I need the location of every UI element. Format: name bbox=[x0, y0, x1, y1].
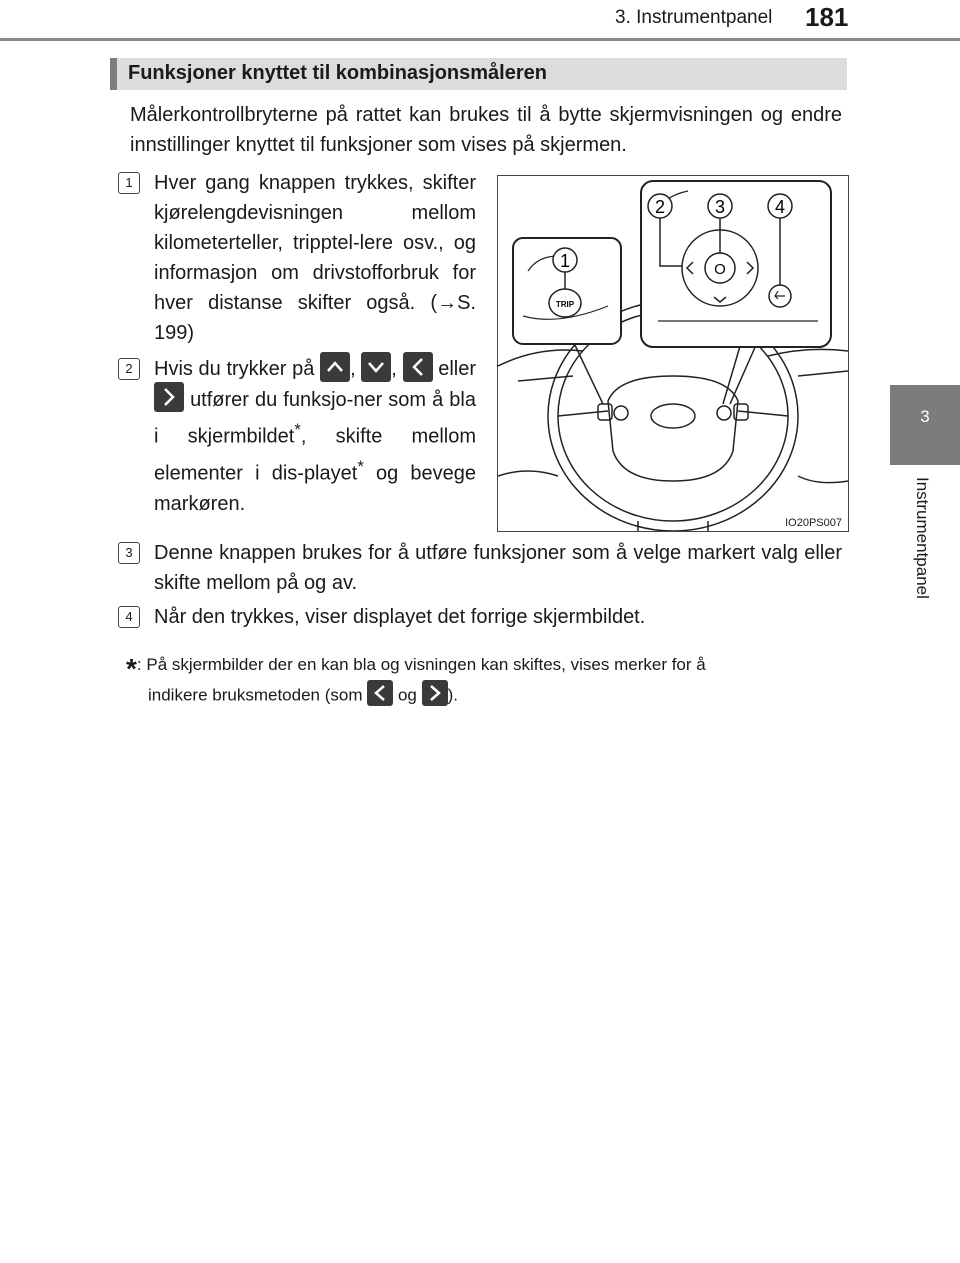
section-heading-bar bbox=[110, 58, 117, 90]
item-2-text-d: skifte mellom elementer i dis-playet bbox=[154, 426, 476, 485]
item-2-text-c: utfører du funksjo-ner som å bla i skjermbildet bbox=[154, 388, 476, 449]
page-number: 181 bbox=[805, 2, 849, 32]
control-switch-inset bbox=[641, 181, 831, 347]
chevron-up-icon bbox=[320, 352, 350, 382]
steering-wheel-figure bbox=[497, 175, 849, 532]
steering-wheel-illustration bbox=[498, 176, 848, 531]
callout-3: 3 bbox=[714, 197, 726, 217]
chapter-tab bbox=[890, 385, 960, 465]
footnote-asterisk: * bbox=[126, 653, 137, 684]
chevron-down-icon bbox=[361, 352, 391, 382]
item-number-1: 1 bbox=[118, 172, 140, 194]
chapter-tab-number: 3 bbox=[920, 407, 930, 426]
item-number-3: 3 bbox=[118, 542, 140, 564]
chevron-left-icon bbox=[403, 352, 433, 382]
footnote-line-1 bbox=[126, 645, 846, 684]
footnote-text-2c: ). bbox=[447, 685, 458, 705]
item-1-text bbox=[154, 168, 476, 348]
footnote-line-2 bbox=[148, 683, 458, 709]
item-number-2: 2 bbox=[118, 358, 140, 380]
item-2-text: Hvis du trykker på , , eller utfører du funksjo-ner som å bla i skjermbildet*, skifte mellom elementer i dis-playet* og bevege markøren. bbox=[154, 354, 476, 519]
chevron-right-icon bbox=[154, 382, 184, 412]
chevron-left-icon bbox=[367, 680, 393, 706]
arrow-right-icon: → bbox=[437, 292, 458, 314]
footnote-text-2b: og bbox=[397, 685, 417, 705]
section-heading bbox=[110, 58, 847, 90]
intro-paragraph: Målerkontrollbryterne på rattet kan brukes til å bytte skjermvisningen og endre innstillinger knyttet til funksjoner som vises på skjermen. bbox=[130, 104, 842, 156]
figure-id: IO20PS007 bbox=[785, 517, 842, 529]
item-2-text-e: og bevege markøren. bbox=[154, 462, 476, 515]
item-1-ref: S. 199) bbox=[154, 292, 476, 344]
callout-1: 1 bbox=[559, 251, 571, 271]
footnote-text-1: : På skjermbilder der en kan bla og visningen kan skiftes, vises merker for å bbox=[136, 655, 706, 674]
chapter-tab-label: Instrumentpanel bbox=[913, 477, 932, 599]
item-2-text-a: Hvis du trykker på bbox=[154, 358, 315, 380]
callout-4: 4 bbox=[774, 197, 786, 217]
trip-switch-inset bbox=[513, 238, 621, 344]
item-3-text: Denne knappen brukes for å utføre funksjoner som å velge markert valg eller skifte mellom på og av. bbox=[154, 542, 842, 594]
callout-2: 2 bbox=[654, 197, 666, 217]
trip-button-label: TRIP bbox=[555, 300, 575, 309]
footnote-text-2a: indikere bruksmetoden (som bbox=[148, 685, 363, 705]
item-4-text: Når den trykkes, viser displayet det forrige skjermbildet. bbox=[154, 606, 646, 628]
item-2-text-b: eller bbox=[438, 358, 476, 380]
chevron-right-icon bbox=[422, 680, 448, 706]
header-rule bbox=[0, 38, 960, 41]
center-button-label: O bbox=[714, 261, 726, 278]
item-1-body: Hver gang knappen trykkes, skifter kjørelengdevisningen mellom kilometerteller, tripptel-lere osv., og informasjon om drivstofforbruk for hver distanse skifter også. ( bbox=[154, 172, 476, 314]
asterisk-mark: * bbox=[294, 420, 301, 440]
running-header-chapter: 3. Instrumentpanel bbox=[615, 7, 773, 28]
section-heading-text: Funksjoner knyttet til kombinasjonsmåleren bbox=[128, 62, 547, 84]
chapter-tab-side bbox=[890, 465, 960, 865]
asterisk-mark: * bbox=[357, 457, 364, 477]
item-number-4: 4 bbox=[118, 606, 140, 628]
